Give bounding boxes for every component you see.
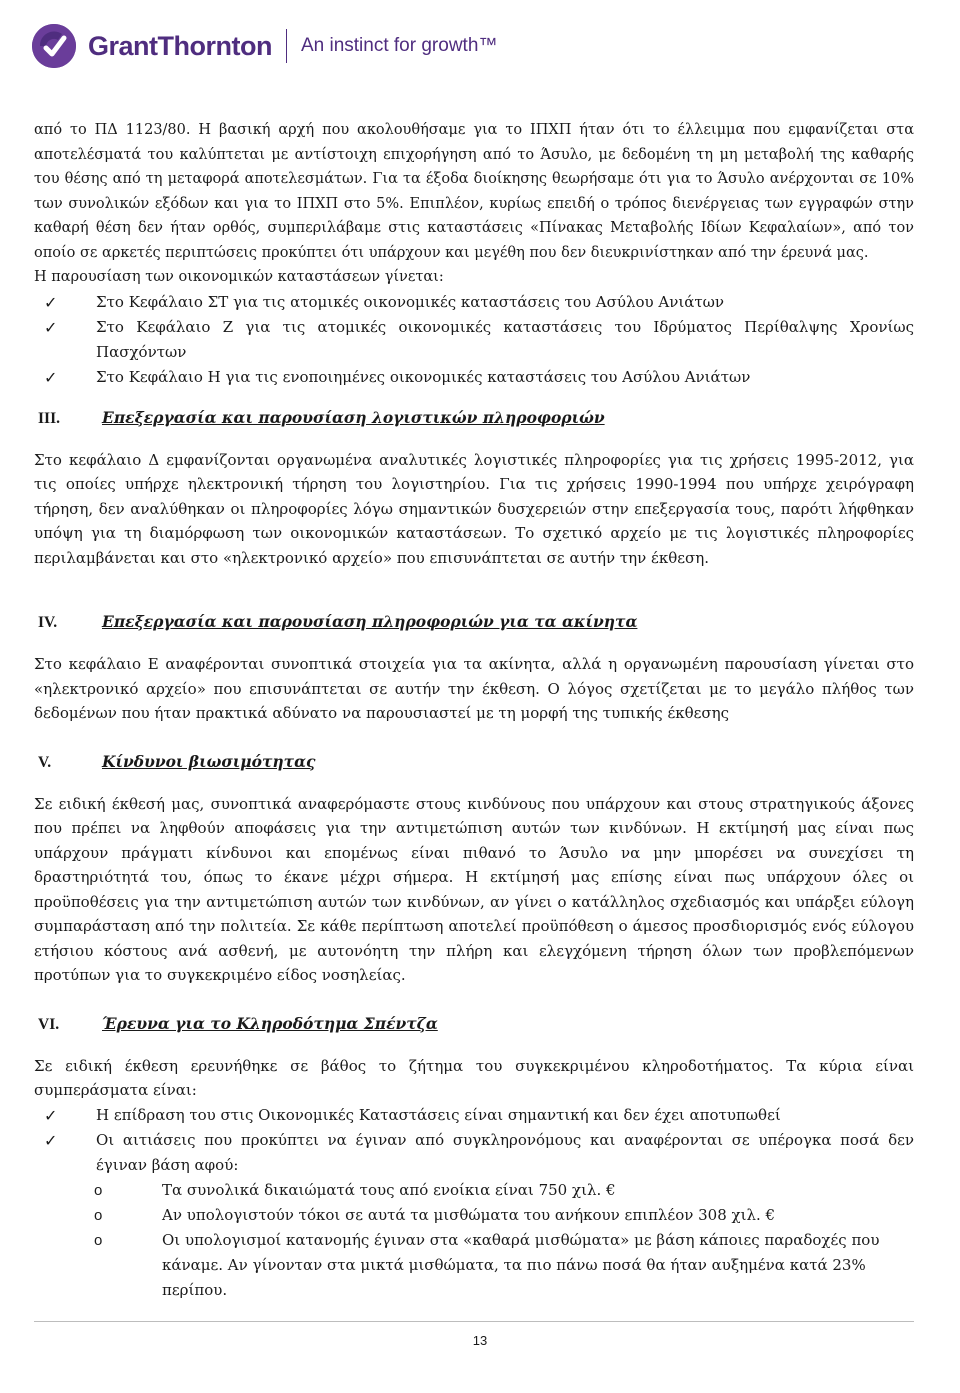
circle-bullet-icon: o xyxy=(94,1206,103,1224)
page-number: 13 xyxy=(472,1333,488,1348)
list-item: o Αν υπολογιστούν τόκοι σε αυτά τα μισθώματα του ανήκουν επιπλέον 308 χιλ. € xyxy=(34,1203,914,1228)
intro-paragraph: από το ΠΔ 1123/80. Η βασική αρχή που ακολουθήσαμε για το ΙΠΧΠ ήταν ότι το έλλειμμα που εμφανίζεται στα αποτελέσματά του καλύπτεται με αντίστοιχη επιχορήγηση από το Άσυλο, με δεδομένη τη μη μεταβολή της καθαρής του θέσης από τη μεταφορά αποτελεσμάτων. Για τα έξοδα διοίκησης θεωρήσαμε ότι για το Άσυλο ανέρχονται σε 10% των συνολικών εξόδων και για το ΙΠΧΠ στο 5%. Επιπλέον, κυρίως επειδή ο τρόπος διενέργειας των εγγραφών στην καθαρή θέση δεν ήταν ορθός, συμπεριλάβαμε στις καταστάσεις «Πίνακας Μεταβολής Ιδίων Κεφαλαίων», από τον οποίο σε αρκετές περιπτώσεις προκύπτει ότι υπάρχουν και μεγέθη που δεν διευκρινίστηκαν από την έρευνά μας. xyxy=(34,122,914,261)
header xyxy=(32,18,552,74)
presentation-checklist xyxy=(34,290,914,390)
checkmark-icon: ✓ xyxy=(44,292,58,312)
sub-findings-list xyxy=(34,1178,914,1303)
footer-divider xyxy=(34,1321,914,1322)
document-body xyxy=(34,118,914,1303)
list-item: o Οι υπολογισμοί κατανομής έγιναν στα «καθαρά μισθώματα» με βάση κάποιες παραδοχές που κάναμε. Αν γίνονταν στα μικτά μισθώματα, τα πιο πάνω ποσά θα ήταν αυξημένα κατά 23% περίπου. xyxy=(34,1228,914,1303)
circle-bullet-icon: o xyxy=(94,1231,103,1249)
list-item: o Τα συνολικά δικαιώματά τους από ενοίκια είναι 750 χιλ. € xyxy=(34,1178,914,1203)
checkmark-icon: ✓ xyxy=(44,1105,58,1125)
section-heading-iv: IV. Επεξεργασία και παρουσίαση πληροφοριών για τα ακίνητα xyxy=(38,612,638,631)
brand-tagline: An instinct for growth™ xyxy=(300,35,498,56)
checkmark-icon: ✓ xyxy=(44,367,58,387)
list-item: ✓ Στο Κεφάλαιο Η για τις ενοποιημένες οικονομικές καταστάσεις του Ασύλου Ανιάτων xyxy=(34,365,914,390)
findings-checklist xyxy=(34,1103,914,1178)
brand-name: GrantThornton xyxy=(88,30,272,61)
section-iv-text: Στο κεφάλαιο Ε αναφέρονται συνοπτικά στοιχεία για τα ακίνητα, αλλά η οργανωμένη παρουσίαση γίνεται στο «ηλεκτρονικό αρχείο» που επισυνάπτεται σε αυτήν την έκθεση. Ο λόγος σχετίζεται με το μεγάλο πλήθος των δεδομένων που ήταν πρακτικά αδύνατο να παρουσιαστεί με τη μορφή της τυπικής έκθεσης xyxy=(34,655,914,722)
section-heading-v: V. Κίνδυνοι βιωσιμότητας xyxy=(38,751,316,771)
list-item: ✓ Στο Κεφάλαιο ΣΤ για τις ατομικές οικονομικές καταστάσεις του Ασύλου Ανιάτων xyxy=(34,290,914,315)
section-heading-iii: III. Επεξεργασία και παρουσίαση λογιστικών πληροφοριών xyxy=(38,407,605,427)
list-item: ✓ Στο Κεφάλαιο Ζ για τις ατομικές οικονομικές καταστάσεις του Ιδρύματος Περίθαλψης Χρονίως Πασχόντων xyxy=(34,315,914,365)
header-divider xyxy=(286,29,287,63)
presentation-intro: Η παρουσίαση των οικονομικών καταστάσεων γίνεται: xyxy=(34,269,444,285)
list-item: ✓ Οι αιτιάσεις που προκύπτει να έγιναν από συγκληρονόμους και αναφέρονται σε υπέρογκα ποσά δεν έγιναν βάση αφού: xyxy=(34,1128,914,1178)
checkmark-icon: ✓ xyxy=(44,317,58,337)
section-heading-vi: VI. Έρευνα για το Κληροδότημα Σπέντζα xyxy=(38,1013,438,1033)
section-v-text: Σε ειδική έκθεσή μας, συνοπτικά αναφερόμαστε στους κινδύνους που υπάρχουν και στους στρατηγικούς άξονες που πρέπει να ληφθούν αποφάσεις για την αντιμετώπιση αυτών των κινδύνων. Η εκτίμησή μας είναι πως υπάρχουν πράγματι κίνδυνοι και επομένως είναι πιθανό το Άσυλο να μην μπορέσει να συνεχίσει τη δραστηριότητά του, όπως το έκανε μέχρι σήμερα. Η εκτίμησή μας επίσης είναι πως υπάρχουν όλες οι προϋποθέσεις για την αντιμετώπιση αυτών των κινδύνων, αν γίνει ο κατάλληλος σχεδιασμός και υπάρξει εύλογη συμπαράσταση από την πολιτεία. Σε κάθε περίπτωση αποτελεί προϋπόθεση ο άμεσος προσδιορισμός ενός εύλογου ετήσιου κόστους ανά ασθενή, με αυτονόητη την πλήρη και ελεγχόμενη τήρηση όλων των προβλεπόμενων προτύπων για το συγκεκριμένο είδος νοσηλείας. xyxy=(34,794,914,984)
section-vi-text: Σε ειδική έκθεση ερευνήθηκε σε βάθος το ζήτημα του συγκεκριμένου κληροδοτήματος. Τα κύρια είναι συμπεράσματα είναι: xyxy=(34,1056,914,1099)
list-item: ✓ Η επίδραση του στις Οικονομικές Καταστάσεις είναι σημαντική και δεν έχει αποτυπωθεί xyxy=(34,1103,914,1128)
checkmark-icon: ✓ xyxy=(44,1130,58,1150)
section-iii-text: Στο κεφάλαιο Δ εμφανίζονται οργανωμένα αναλυτικές λογιστικές πληροφορίες για τις χρήσεις 1995-2012, για τις οποίες υπήρχε ηλεκτρονική τήρηση του λογιστηρίου. Για τις χρήσεις 1990-1994 που υπήρχε χειρόγραφη τήρηση, δεν αναλύθηκαν οι πληροφορίες λόγω σημαντικών δυσχερειών στην επεξεργασία τους, παρότι λήφθηκαν υπόψη για τη διαμόρφωση των οικονομικών καταστάσεων. Το σχετικό αρχείο με τις λογιστικές πληροφορίες περιλαμβάνεται και στο «ηλεκτρονικό αρχείο» που επισυνάπτεται σε αυτήν την έκθεση. xyxy=(34,450,914,567)
grant-thornton-logo-icon xyxy=(32,24,76,68)
circle-bullet-icon: o xyxy=(94,1181,103,1199)
